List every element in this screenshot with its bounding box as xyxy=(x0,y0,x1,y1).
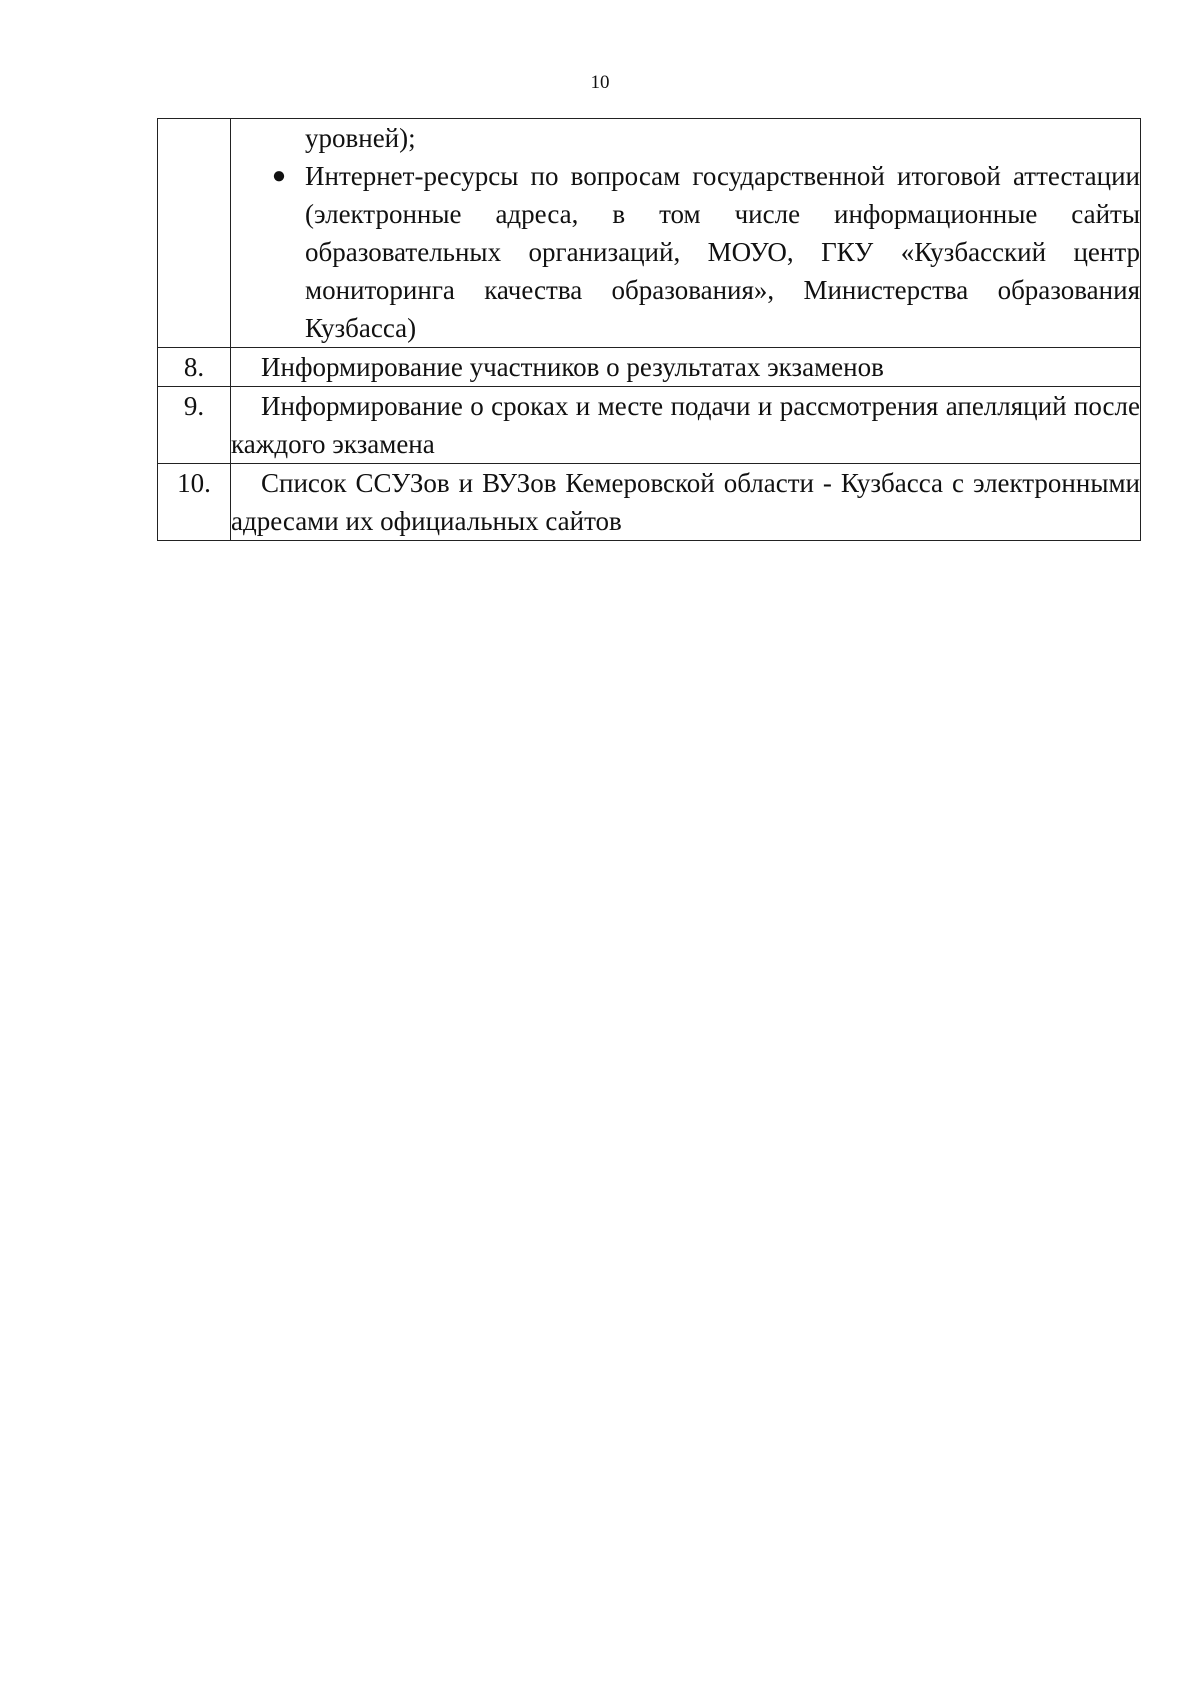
table-row-9 xyxy=(158,387,1141,464)
table-row-10 xyxy=(158,464,1141,541)
continued-line: уровней); xyxy=(305,123,416,153)
row-number-cell: 8. xyxy=(158,348,231,387)
page-number: 10 xyxy=(590,72,610,93)
bullet-dot-icon: ● xyxy=(271,163,287,189)
row-text-cell: Информирование о сроках и месте подачи и рассмотрения апелляций после каждого экзамена xyxy=(231,387,1141,464)
row-number-cell: 10. xyxy=(158,464,231,541)
table-row-8 xyxy=(158,348,1141,387)
bullet-item-text: Интернет-ресурсы по вопросам государственной итоговой аттестации (электронные адреса, в том числе информационные сайты образовательных организаций, МОУО, ГКУ «Кузбасский центр мониторинга качества образования», Министерства образования Кузбасса) xyxy=(305,161,1140,343)
row-number-cell xyxy=(158,119,231,348)
row-text-cell: Список ССУЗов и ВУЗов Кемеровской области - Кузбасса с электронными адресами их официальных сайтов xyxy=(231,464,1141,541)
document-table xyxy=(157,118,1141,541)
row-text-cell xyxy=(231,119,1141,348)
row-number-cell: 9. xyxy=(158,387,231,464)
table-row-continued xyxy=(158,119,1141,348)
bullet-list-item xyxy=(231,157,1140,347)
row-text-cell: Информирование участников о результатах экзаменов xyxy=(231,348,1141,387)
